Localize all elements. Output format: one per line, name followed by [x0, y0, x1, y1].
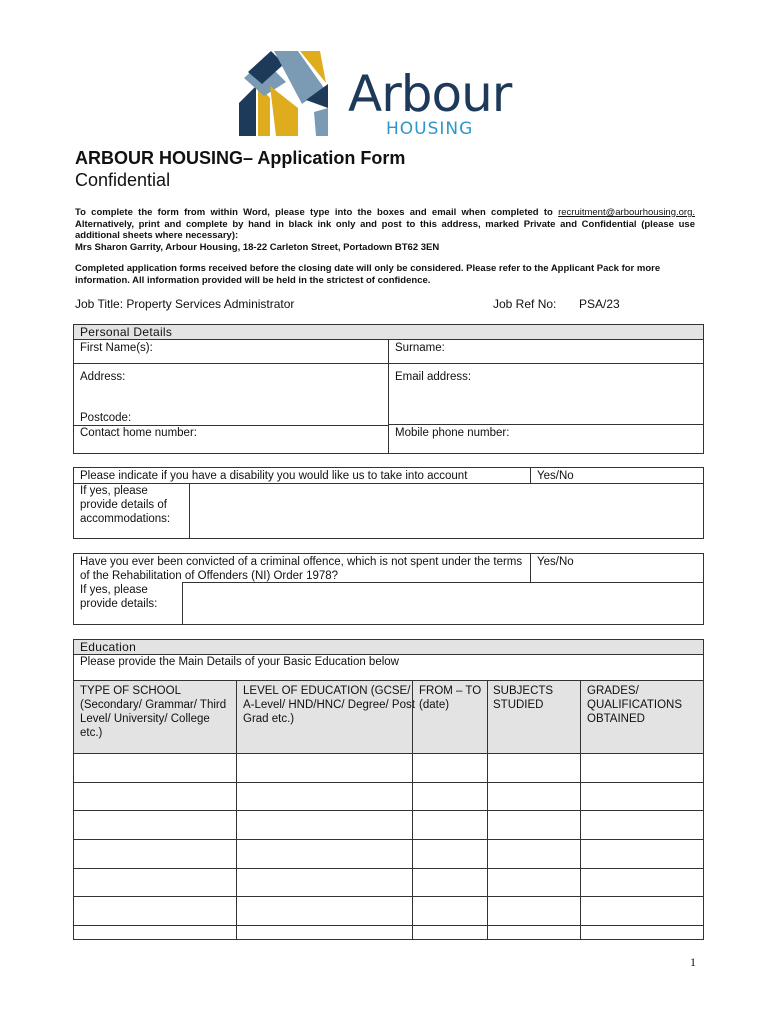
- conviction-yes-no[interactable]: Yes/No: [537, 556, 574, 568]
- conviction-question: Have you ever been convicted of a criminal offence, which is not spent under the terms of the Rehabilitation of Offenders (NI) Order 1978?: [80, 556, 523, 582]
- col-type-of-school: TYPE OF SCHOOL (Secondary/ Grammar/ Third Level/ University/ College etc.): [80, 685, 227, 739]
- disability-table: [73, 467, 704, 539]
- surname-field[interactable]: Surname:: [395, 342, 445, 354]
- postcode-field[interactable]: Postcode:: [80, 412, 132, 424]
- instructions-line2: Alternatively, print and complete by hand in black ink only and post to this address, marked Private and Confidential (please use additional sheets where necessary):: [75, 218, 695, 241]
- logo-name: Arbour: [348, 65, 512, 123]
- job-ref-label: Job Ref No:: [493, 297, 557, 311]
- instructions-line1: To complete the form from within Word, please type into the boxes and email when completed to: [75, 207, 553, 218]
- conviction-details-label: If yes, please provide details:: [80, 584, 158, 610]
- col-subjects: SUBJECTS STUDIED: [493, 685, 554, 711]
- education-table: [73, 639, 704, 940]
- form-title: ARBOUR HOUSING– Application Form: [75, 148, 406, 168]
- logo-subtitle: HOUSING: [386, 119, 474, 139]
- personal-details-table: [73, 324, 704, 454]
- disability-details-field[interactable]: [190, 484, 702, 537]
- form-subtitle: Confidential: [75, 170, 171, 190]
- job-ref-value: PSA/23: [579, 297, 620, 311]
- col-from-to: FROM – TO (date): [419, 685, 482, 711]
- first-name-field[interactable]: First Name(s):: [80, 342, 153, 354]
- page-number: 1: [690, 955, 696, 969]
- home-phone-field[interactable]: Contact home number:: [80, 427, 197, 439]
- postal-address: Mrs Sharon Garrity, Arbour Housing, 18-22 Carleton Street, Portadown BT62 3EN: [75, 241, 440, 253]
- disability-question: Please indicate if you have a disability you would like us to take into account: [80, 470, 468, 482]
- col-level-of-education: LEVEL OF EDUCATION (GCSE/ A-Level/ HND/HNC/ Degree/ Post Grad etc.): [243, 685, 415, 725]
- education-intro: Please provide the Main Details of your Basic Education below: [80, 656, 399, 668]
- personal-details-heading: Personal Details: [74, 325, 703, 339]
- education-heading: Education: [74, 640, 703, 654]
- disability-yes-no[interactable]: Yes/No: [537, 470, 574, 482]
- closing-notice: Completed application forms received before the closing date will only be considered. Please refer to the Applicant Pack for more information. All information provided will be held in the strictest of confidence.: [75, 263, 661, 286]
- email-field[interactable]: Email address:: [395, 371, 472, 383]
- col-grades: GRADES/ QUALIFICATIONS OBTAINED: [587, 685, 682, 725]
- conviction-details-field[interactable]: [183, 583, 702, 624]
- instructions: [75, 207, 695, 253]
- mobile-phone-field[interactable]: Mobile phone number:: [395, 427, 510, 439]
- conviction-table: [73, 553, 704, 625]
- address-field[interactable]: Address:: [80, 371, 126, 383]
- education-entry-rows[interactable]: [74, 754, 703, 939]
- disability-details-label: If yes, please provide details of accommodations:: [80, 485, 171, 525]
- job-title: Job Title: Property Services Administrator: [75, 297, 295, 311]
- recruitment-email-link[interactable]: recruitment@arbourhousing.org.: [558, 207, 695, 218]
